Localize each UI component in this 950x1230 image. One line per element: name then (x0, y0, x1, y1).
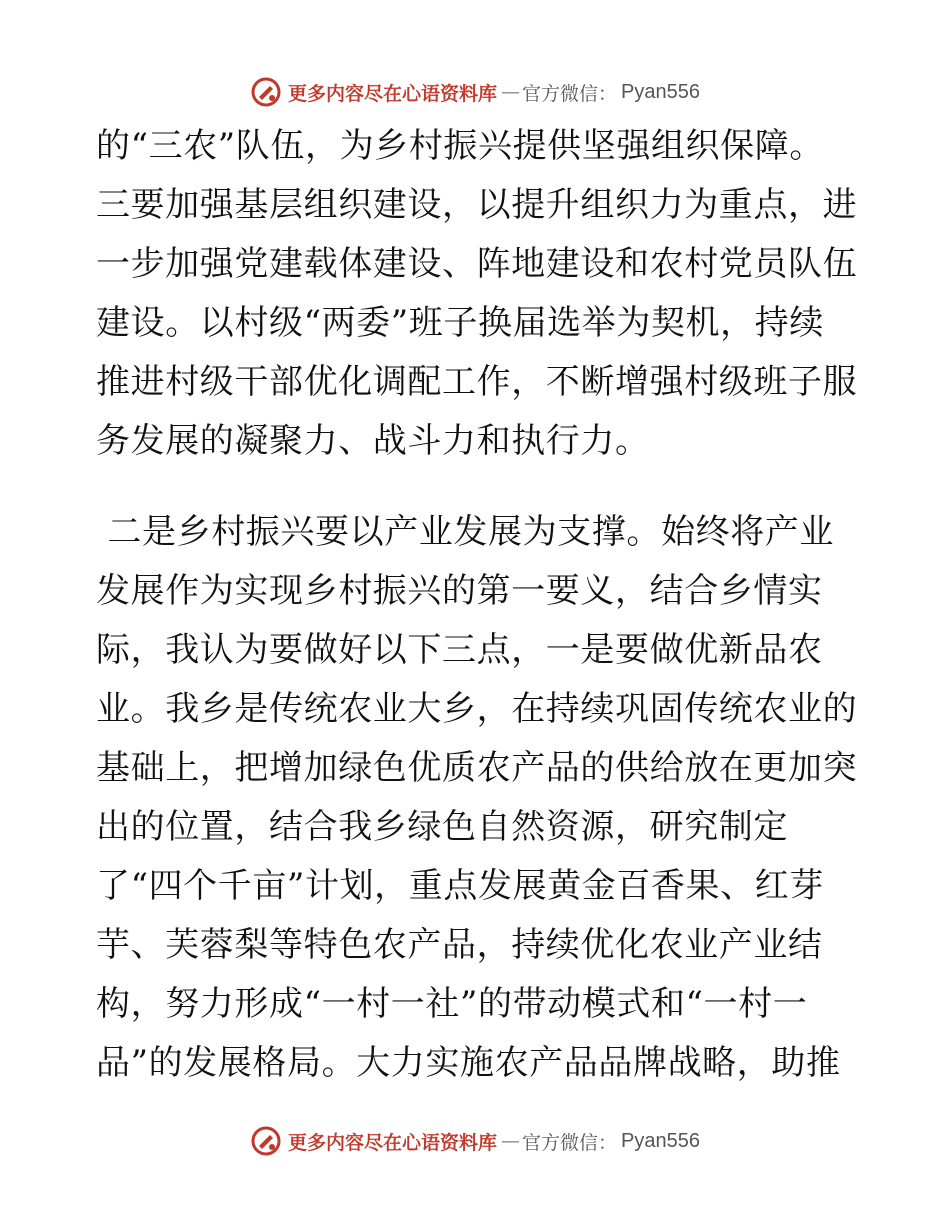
text-line: 的“三农”队伍，为乡村振兴提供坚强组织保障。 (96, 126, 824, 166)
text-line: 芋、芙蓉梨等特色农产品，持续优化农业产业结 (96, 925, 823, 965)
paragraph-gap (96, 471, 856, 503)
text-line: 际，我认为要做好以下三点，一是要做优新品农 (96, 630, 823, 670)
text-line: 出的位置，结合我乡绿色自然资源，研究制定 (96, 807, 788, 847)
footer-watermark (0, 1121, 950, 1161)
header-watermark (0, 72, 950, 112)
text-line: 三要加强基层组织建设，以提升组织力为重点，进 (96, 185, 858, 225)
wechat-label: 官方微信： (522, 82, 618, 105)
text-line: 基础上，把增加绿色优质农产品的供给放在更加突 (96, 748, 858, 788)
library-logo-icon (250, 1125, 282, 1157)
watermark-text: 更多内容尽在心语资料库 (288, 82, 498, 105)
watermark-text: 更多内容尽在心语资料库 (288, 1131, 498, 1154)
text-line: 二是乡村振兴要以产业发展为支撑。始终将产业 (96, 512, 835, 552)
text-line: 了“四个千亩”计划，重点发展黄金百香果、红芽 (96, 866, 824, 906)
wechat-id: Pyan556 (621, 80, 700, 103)
text-line: 务发展的凝聚力、战斗力和执行力。 (96, 421, 650, 461)
document-body (96, 117, 856, 1093)
watermark-separator: — (501, 1130, 521, 1152)
wechat-label: 官方微信： (522, 1131, 618, 1154)
text-line: 建设。以村级“两委”班子换届选举为契机，持续 (96, 303, 824, 343)
paragraph-2 (96, 503, 856, 1093)
text-line: 发展作为实现乡村振兴的第一要义，结合乡情实 (96, 571, 823, 611)
text-line: 推进村级干部优化调配工作，不断增强村级班子服 (96, 362, 858, 402)
text-line: 构，努力形成“一村一社”的带动模式和“一村一 (96, 984, 808, 1024)
wechat-id: Pyan556 (621, 1129, 700, 1152)
text-line: 品”的发展格局。大力实施农产品品牌战略，助推 (96, 1043, 841, 1083)
watermark-separator: — (501, 81, 521, 103)
library-logo-icon (250, 76, 282, 108)
paragraph-1 (96, 117, 856, 471)
text-line: 一步加强党建载体建设、阵地建设和农村党员队伍 (96, 244, 858, 284)
text-line: 业。我乡是传统农业大乡，在持续巩固传统农业的 (96, 689, 858, 729)
